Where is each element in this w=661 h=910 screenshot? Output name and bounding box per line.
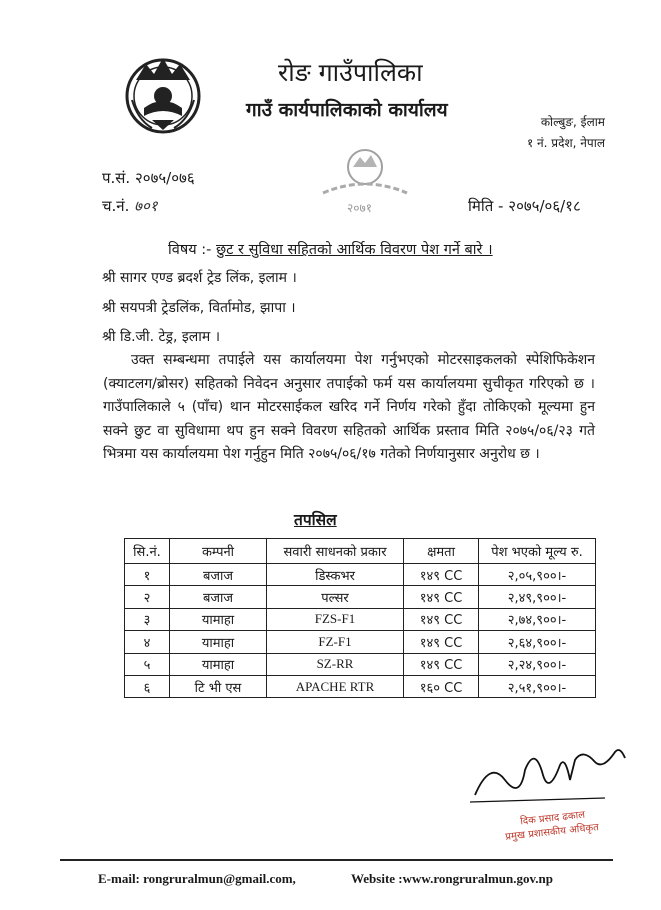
cell-capacity: १४९ CC <box>404 631 479 653</box>
handwritten-signature-icon <box>465 740 630 810</box>
table-row <box>125 564 596 586</box>
header-price: पेश भएको मूल्य रु. <box>479 539 596 564</box>
cell-serial: २ <box>125 586 170 608</box>
cell-price: २,२४,९००।- <box>479 653 596 675</box>
table-row <box>125 675 596 697</box>
details-heading: तपसिल <box>294 511 337 529</box>
ps-label: प.सं. <box>102 169 131 187</box>
address-line-2: १ नं. प्रदेश, नेपाल <box>526 136 605 150</box>
cell-vehicle: डिस्कभर <box>267 564 404 586</box>
cell-vehicle: FZ-F1 <box>267 631 404 653</box>
cell-capacity: १६० CC <box>404 675 479 697</box>
cell-serial: ४ <box>125 631 170 653</box>
municipality-title: रोङ गाउँपालिका <box>278 58 423 87</box>
government-emblem-icon <box>122 50 204 138</box>
cell-company: यामाहा <box>170 653 267 675</box>
signatory-designation: प्रमुख प्रशासकीय अधिकृत <box>504 822 600 843</box>
date-value: २०७५/०६/१८ <box>508 197 581 215</box>
cell-capacity: १४९ CC <box>404 653 479 675</box>
office-subtitle: गाउँ कार्यपालिकाको कार्यालय <box>246 99 448 121</box>
letter-body: उक्त सम्बन्धमा तपाईले यस कार्यालयमा पेश गर्नुभएको मोटरसाइकलको स्पेशिफिकेशन (क्याटलग/ब्रोसर) सहितको निवेदन अनुसार तपाईको फर्म यस कार्यालयमा सुचीकृत गरिएको छ । गाउँपालिकाले ५ (पाँच) थान मोटरसाईकल खरिद गर्ने निर्णय गरेको हुँदा तोकिएको मूल्यमा हुन सक्ने छुट वा सुविधामा थप हुन सक्ने विवरण सहितको आर्थिक प्रस्ताव मिति २०७५/०६/२३ गते भित्रमा यस कार्यालयमा पेश गर्नुहुन मिति २०७५/०६/१७ गतेको निर्णयानुसार अनुरोध छ । <box>103 352 595 462</box>
cell-serial: ३ <box>125 608 170 630</box>
cell-vehicle: SZ-RR <box>267 653 404 675</box>
cell-company: यामाहा <box>170 608 267 630</box>
subject-line <box>168 239 493 259</box>
table-row <box>125 608 596 630</box>
footer-website: Website :www.rongruralmun.gov.np <box>351 871 554 886</box>
cn-value: ७०१ <box>134 197 158 215</box>
cell-serial: ६ <box>125 675 170 697</box>
cell-company: बजाज <box>170 564 267 586</box>
recipient-1: श्री सागर एण्ड ब्रदर्श ट्रेड लिंक, इलाम । <box>102 270 297 286</box>
table-row <box>125 653 596 675</box>
cell-company: टि भी एस <box>170 675 267 697</box>
subject-label: विषय :- <box>168 242 212 258</box>
cell-price: २,७४,९००।- <box>479 608 596 630</box>
cell-capacity: १४९ CC <box>404 608 479 630</box>
cell-capacity: १४९ CC <box>404 586 479 608</box>
reference-number <box>102 168 195 188</box>
recipient-3: श्री डि.जी. टेड्र, इलाम । <box>102 329 221 345</box>
cell-serial: ५ <box>125 653 170 675</box>
header-company: कम्पनी <box>170 539 267 564</box>
footer-email: E-mail: rongruralmun@gmail.com, <box>98 871 296 886</box>
subject-text: छुट र सुविधा सहितको आर्थिक विवरण पेश गर्ने बारे । <box>215 242 493 258</box>
cell-capacity: १४९ CC <box>404 564 479 586</box>
cell-vehicle: पल्सर <box>267 586 404 608</box>
stamp-year: २०७१ <box>347 201 372 215</box>
cell-price: २,५१,९००।- <box>479 675 596 697</box>
date-label: मिति - <box>468 197 504 215</box>
footer-divider <box>60 859 613 861</box>
office-stamp <box>315 145 415 223</box>
cell-price: २,०५,९००।- <box>479 564 596 586</box>
motorcycle-price-table <box>124 538 596 698</box>
ps-value: २०७५/०७६ <box>134 169 195 187</box>
recipient-2: श्री सयपत्री ट्रेडलिंक, विर्तामोड, झापा । <box>102 300 296 316</box>
cell-company: बजाज <box>170 586 267 608</box>
dispatch-number <box>102 196 158 216</box>
header-capacity: क्षमता <box>404 539 479 564</box>
signatory-name: दिक प्रसाद ढकाल <box>519 809 586 828</box>
cell-price: २,४९,९००।- <box>479 586 596 608</box>
cell-company: यामाहा <box>170 631 267 653</box>
table-header-row <box>125 539 596 564</box>
letter-date <box>468 196 581 216</box>
address-line-1: कोल्बुङ, ईलाम <box>540 115 605 129</box>
cell-vehicle: APACHE RTR <box>267 675 404 697</box>
header-vehicle-type: सवारी साधनको प्रकार <box>267 539 404 564</box>
cell-vehicle: FZS-F1 <box>267 608 404 630</box>
cn-label: च.नं. <box>102 197 130 215</box>
header-serial: सि.नं. <box>125 539 170 564</box>
signature-block <box>465 740 630 843</box>
cell-serial: १ <box>125 564 170 586</box>
cell-price: २,६४,९००।- <box>479 631 596 653</box>
table-row <box>125 631 596 653</box>
table-row <box>125 586 596 608</box>
